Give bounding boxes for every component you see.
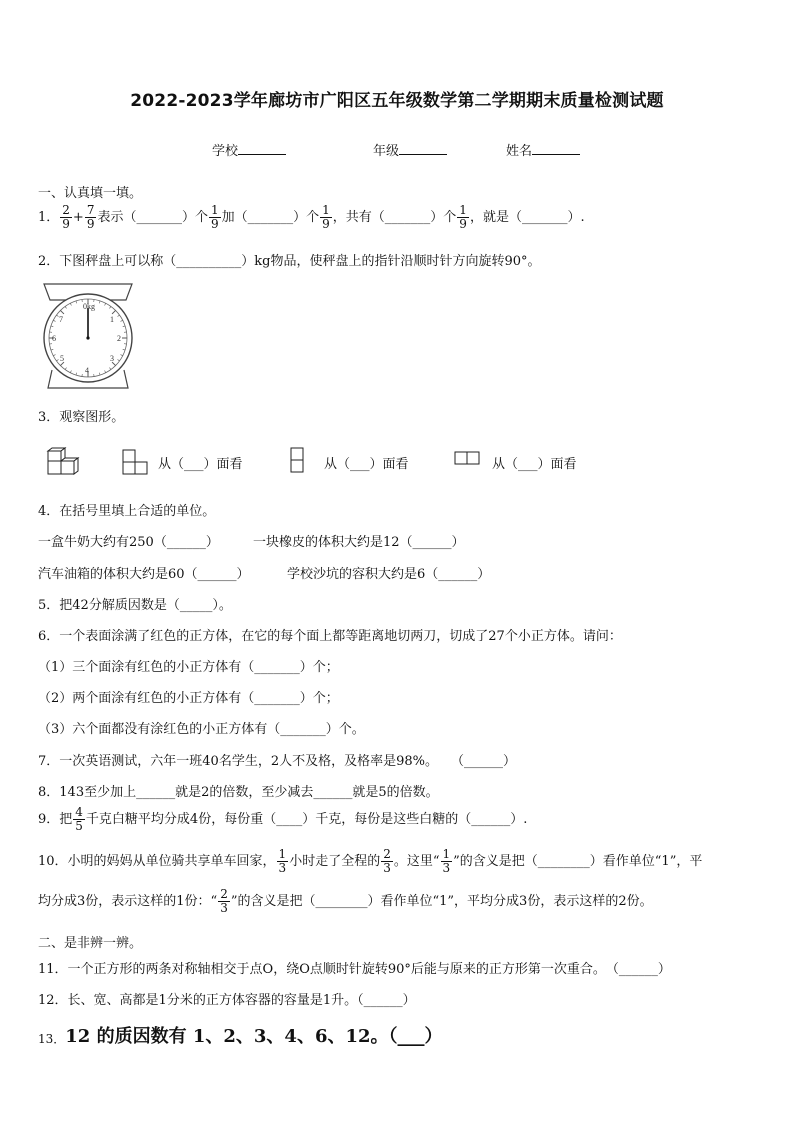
school-field xyxy=(212,140,286,159)
scale-zero-label: 0kg xyxy=(83,302,95,311)
question-13 xyxy=(38,1022,443,1048)
q4-part-b: 一块橡皮的体积大约是12（______） xyxy=(253,535,465,550)
school-label: 学校 xyxy=(212,144,239,159)
scale-num-4: 4 xyxy=(85,366,89,375)
q1-text-2: 加（_______）个 xyxy=(221,210,320,225)
q1-frac-4: $\frac{1}{9}$ xyxy=(322,203,330,231)
name-label: 姓名 xyxy=(506,144,533,159)
q4-part-c: 汽车油箱的体积大约是60（______） xyxy=(38,567,250,582)
scale-num-2: 2 xyxy=(117,334,121,343)
question-1 xyxy=(38,204,585,231)
section-1-heading: 一、认真填一填。 xyxy=(38,186,143,201)
q10-text-b: 小时走了全程的 xyxy=(289,854,381,869)
q6-part-1: （1）三个面涂有红色的小正方体有（_______）个； xyxy=(38,660,339,675)
school-blank[interactable] xyxy=(238,142,286,155)
q1-frac-2: $\frac{7}{9}$ xyxy=(86,203,95,231)
q1-text-1: 表示（_______）个 xyxy=(97,210,208,225)
question-4: 4．在括号里填上合适的单位。 xyxy=(38,504,216,519)
view-shape-l xyxy=(122,449,150,475)
view-shape-vertical xyxy=(290,447,306,475)
q1-frac-1: $\frac{2}{9}$ xyxy=(62,203,70,231)
grade-label: 年级 xyxy=(373,144,400,159)
scale-num-5: 5 xyxy=(60,354,64,363)
name-blank[interactable] xyxy=(532,142,580,155)
scale-center xyxy=(86,336,89,339)
grade-field xyxy=(373,140,447,159)
q10-frac-3: $\frac{1}{3}$ xyxy=(442,847,451,875)
scale-num-1: 1 xyxy=(110,315,114,324)
scale-num-7: 7 xyxy=(59,315,63,324)
q10-frac-2: $\frac{2}{3}$ xyxy=(383,847,391,875)
q1-number: 1． xyxy=(38,210,60,225)
views-row xyxy=(46,447,666,477)
question-3: 3．观察图形。 xyxy=(38,410,125,425)
q6-part-3: （3）六个面都没有涂红色的小正方体有（_______）个。 xyxy=(38,722,365,737)
page-title: 2022-2023学年廊坊市广阳区五年级数学第二学期期末质量检测试题 xyxy=(130,91,664,111)
cube-stack-figure xyxy=(46,447,80,477)
question-8: 8．143至少加上______就是2的倍数，至少减去______就是5的倍数。 xyxy=(38,785,439,800)
q10-text-a: 10．小明的妈妈从单位骑共享单车回家， xyxy=(38,854,276,869)
q9-text-b: 千克白糖平均分成4份，每份重（____）千克，每份是这些白糖的（______）. xyxy=(85,812,528,827)
question-2: 2．下图秤盘上可以称（__________）kg物品，使秤盘上的指针沿顺时针方向旋转90°。 xyxy=(38,254,541,269)
q1-text-3: ，共有（_______）个 xyxy=(332,210,457,225)
question-6: 6．一个表面涂满了红色的正方体，在它的每个面上都等距离地切两刀，切成了27个小正方体。请问： xyxy=(38,629,622,644)
q1-frac-3: $\frac{1}{9}$ xyxy=(210,203,219,231)
q1-plus: + xyxy=(72,210,84,225)
q9-text-a: 9．把 xyxy=(38,812,73,827)
view-label-3: 从（___）面看 xyxy=(492,457,577,472)
q10-text-c: 。这里“ xyxy=(393,854,440,869)
q10-text-f: ”的含义是把（________）看作单位“1”，平均分成3份，表示这样的2份。 xyxy=(230,894,653,909)
question-11: 11．一个正方形的两条对称轴相交于点O，绕O点顺时针旋转90°后能与原来的正方形第一次重合。 （______） xyxy=(38,962,671,977)
view-shape-horizontal xyxy=(454,451,482,467)
question-10-line-1 xyxy=(38,848,702,875)
question-7: 7．一次英语测试，六年一班40名学生，2人不及格，及格率是98%。 （______） xyxy=(38,754,516,769)
question-12: 12．长、宽、高都是1分米的正方体容器的容量是1升。（______） xyxy=(38,993,416,1008)
question-5: 5．把42分解质因数是（_____）。 xyxy=(38,598,232,613)
scale-illustration xyxy=(38,278,138,393)
scale-num-6: 6 xyxy=(52,334,56,343)
question-9 xyxy=(38,806,527,833)
section-2-heading: 二、是非辨一辨。 xyxy=(38,936,143,951)
q13-number: 13． xyxy=(38,1032,66,1046)
name-field xyxy=(506,140,580,159)
q1-frac-5: $\frac{1}{9}$ xyxy=(459,203,467,231)
q1-text-4: ，就是（_______）. xyxy=(469,210,585,225)
view-label-2: 从（___）面看 xyxy=(324,457,409,472)
scale-num-3: 3 xyxy=(110,354,114,363)
question-10-line-2 xyxy=(38,888,653,915)
q10-frac-4: $\frac{2}{3}$ xyxy=(220,887,228,915)
view-label-1: 从（___）面看 xyxy=(158,457,243,472)
q10-frac-1: $\frac{1}{3}$ xyxy=(278,847,287,875)
q13-text: 12 的质因数有 1、2、3、4、6、12。（___） xyxy=(65,1026,443,1047)
q4-part-d: 学校沙坑的容积大约是6（______） xyxy=(287,567,491,582)
q4-part-a: 一盒牛奶大约有250（______） xyxy=(38,535,219,550)
q10-text-e: 均分成3份，表示这样的1份：“ xyxy=(38,894,218,909)
grade-blank[interactable] xyxy=(399,142,447,155)
q10-text-d: ”的含义是把（________）看作单位“1”，平 xyxy=(453,854,703,869)
q6-part-2: （2）两个面涂有红色的小正方体有（_______）个； xyxy=(38,691,339,706)
q9-frac: $\frac{4}{5}$ xyxy=(75,805,83,833)
